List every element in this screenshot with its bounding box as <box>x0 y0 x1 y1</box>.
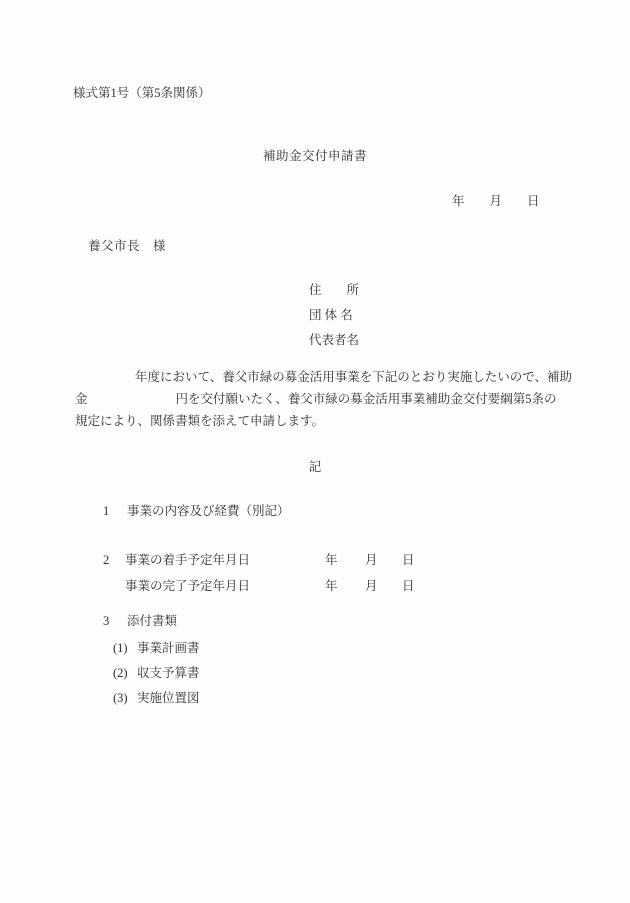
section-3-title: 添付書類 <box>127 614 178 628</box>
addressee-mayor: 養父市長 様 <box>88 239 167 253</box>
end-date-year-label: 年 <box>325 579 338 593</box>
section-3-number: 3 <box>103 614 110 628</box>
attachment-2-number: (2) <box>113 666 128 680</box>
attachment-item-budget <box>113 661 200 686</box>
form-number: 様式第1号（第5条関係） <box>73 86 211 100</box>
attachment-3-label: 実施位置図 <box>137 691 200 705</box>
section-2-number: 2 <box>103 553 110 567</box>
applicant-address-label: 住 所 <box>309 283 360 297</box>
attachment-2-label: 収支予算書 <box>137 666 200 680</box>
section-2-start-date-row <box>103 550 415 568</box>
body-line-2-prefix: 金 <box>75 392 88 406</box>
application-date-line: 年 月 日 <box>452 194 540 208</box>
body-line-2-suffix: 円を交付願いたく、養父市緑の募金活用事業補助金交付要綱第5条の <box>175 392 557 406</box>
attachment-item-business-plan <box>113 636 200 661</box>
start-date-label: 事業の着手予定年月日 <box>125 553 251 567</box>
section-1-number: 1 <box>103 504 110 518</box>
body-line-3: 規定により、関係書類を添えて申請します。 <box>75 414 325 428</box>
body-line-1 <box>75 366 572 388</box>
body-paragraph <box>75 366 572 432</box>
section-1-row <box>103 501 290 519</box>
applicant-block <box>309 278 359 353</box>
applicant-representative-label: 代表者名 <box>309 333 360 347</box>
end-date-month-label: 月 <box>365 579 378 593</box>
body-line-1-text: 年度において、養父市緑の募金活用事業を下記のとおり実施したいので、補助 <box>135 370 573 384</box>
body-line-2 <box>75 388 572 410</box>
attachment-1-label: 事業計画書 <box>137 641 200 655</box>
attachment-3-number: (3) <box>113 691 128 705</box>
section-2-end-date-row <box>103 576 415 594</box>
applicant-organization-label: 団 体 名 <box>309 308 353 322</box>
section-1-text: 事業の内容及び経費（別記） <box>127 504 290 518</box>
attachment-1-number: (1) <box>113 641 128 655</box>
section-3-row <box>103 611 177 629</box>
attachments-list <box>113 636 200 711</box>
document-title: 補助金交付申請書 <box>262 149 367 163</box>
end-date-day-label: 日 <box>402 579 415 593</box>
start-date-year-label: 年 <box>325 553 338 567</box>
end-date-label: 事業の完了予定年月日 <box>125 579 251 593</box>
start-date-day-label: 日 <box>402 553 415 567</box>
start-date-month-label: 月 <box>365 553 378 567</box>
attachment-item-location-map <box>113 686 200 711</box>
record-heading: 記 <box>308 460 322 474</box>
